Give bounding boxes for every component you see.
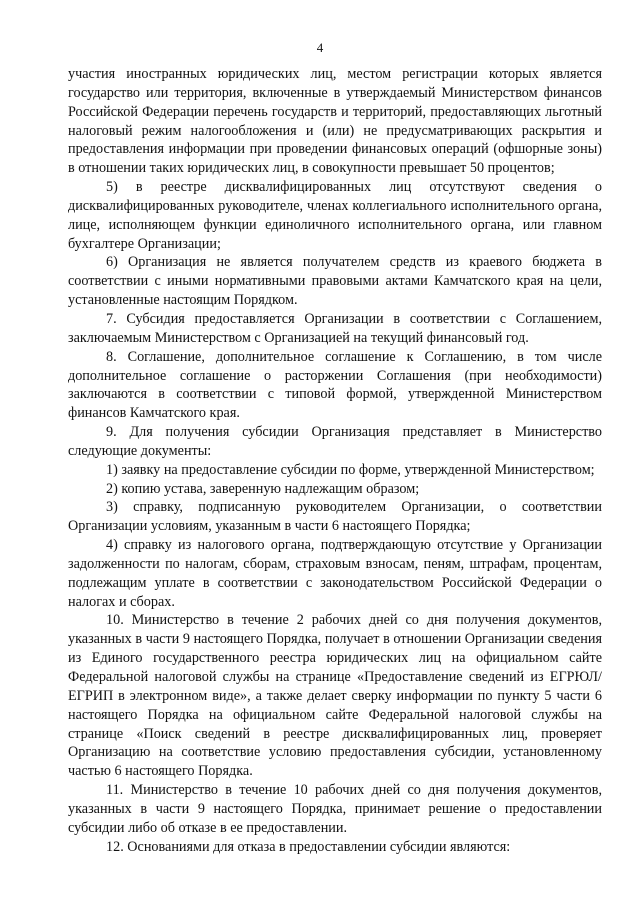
paragraph-doc-4: 4) справку из налогового органа, подтверждающую отсутствие у Организации задолженности по налогам, сборам, страховым взносам, пеням, штрафам, процентам, подлежащим уплате в соответствии с законодательством Российской Федерации о налогах и сборах.: [68, 537, 602, 610]
paragraph-section-11: 11. Министерство в течение 10 рабочих дней со дня получения документов, указанных в части 9 настоящего Порядка, принимает решение о предоставлении субсидии либо об отказе в ее предоставлении.: [68, 782, 602, 836]
paragraph-doc-3: 3) справку, подписанную руководителем Организации, о соответствии Организации условиям, указанным в части 6 настоящего Порядка;: [68, 499, 602, 535]
document-body: [68, 65, 602, 856]
paragraph-item-5: 5) в реестре дисквалифицированных лиц отсутствуют сведения о дисквалифицированных руководителе, членах коллегиального исполнительного органа, лице, исполняющем функции единоличного исполнительного органа, или главном бухгалтере Организации;: [68, 179, 602, 252]
paragraph-section-12: 12. Основаниями для отказа в предоставлении субсидии являются:: [106, 838, 511, 855]
paragraph-continuation: участия иностранных юридических лиц, местом регистрации которых является государство или территория, включенные в утверждаемый Министерством финансов Российской Федерации перечень государств и территорий, предоставляющих льготный налоговый режим налогообложения и (или) не предусматривающих раскрытия и предоставления информации при проведении финансовых операций (офшорные зоны) в отношении таких юридических лиц, в совокупности превышает 50 процентов;: [68, 66, 602, 177]
paragraph-doc-2: 2) копию устава, заверенную надлежащим образом;: [106, 480, 420, 497]
paragraph-section-7: 7. Субсидия предоставляется Организации в соответствии с Соглашением, заключаемым Министерством с Организацией на текущий финансовый год.: [68, 310, 602, 346]
paragraph-section-10: 10. Министерство в течение 2 рабочих дней со дня получения документов, указанных в части 9 настоящего Порядка, получает в отношении Организации сведения из Единого государственного реестра юридических лиц на официальном сайте Федеральной налоговой службы на странице «Предоставление сведений из ЕГРЮЛ/ЕГРИП в электронном виде», а также делает сверку информации по пункту 5 части 6 настоящего Порядка на официальном сайте Федеральной налоговой службы на странице «Поиск сведений в реестре дисквалифицированных лиц, проверяет Организацию на соответствие условию предоставления субсидии, установленному частью 6 настоящего Порядка.: [68, 612, 602, 780]
page-number: 4: [316, 40, 324, 55]
paragraph-item-6: 6) Организация не является получателем средств из краевого бюджета в соответствии с иными нормативными правовыми актами Камчатского края на цели, установленные настоящим Порядком.: [68, 254, 602, 309]
paragraph-section-9: 9. Для получения субсидии Организация представляет в Министерство следующие документы:: [68, 424, 602, 459]
paragraph-section-8: 8. Соглашение, дополнительное соглашение к Соглашению, в том числе дополнительное соглашение о расторжении Соглашения (при необходимости) заключаются в соответствии с типовой формой, утвержденной Министерством финансов Камчатского края.: [68, 348, 602, 422]
paragraph-doc-1: 1) заявку на предоставление субсидии по форме, утвержденной Министерством;: [106, 461, 595, 478]
